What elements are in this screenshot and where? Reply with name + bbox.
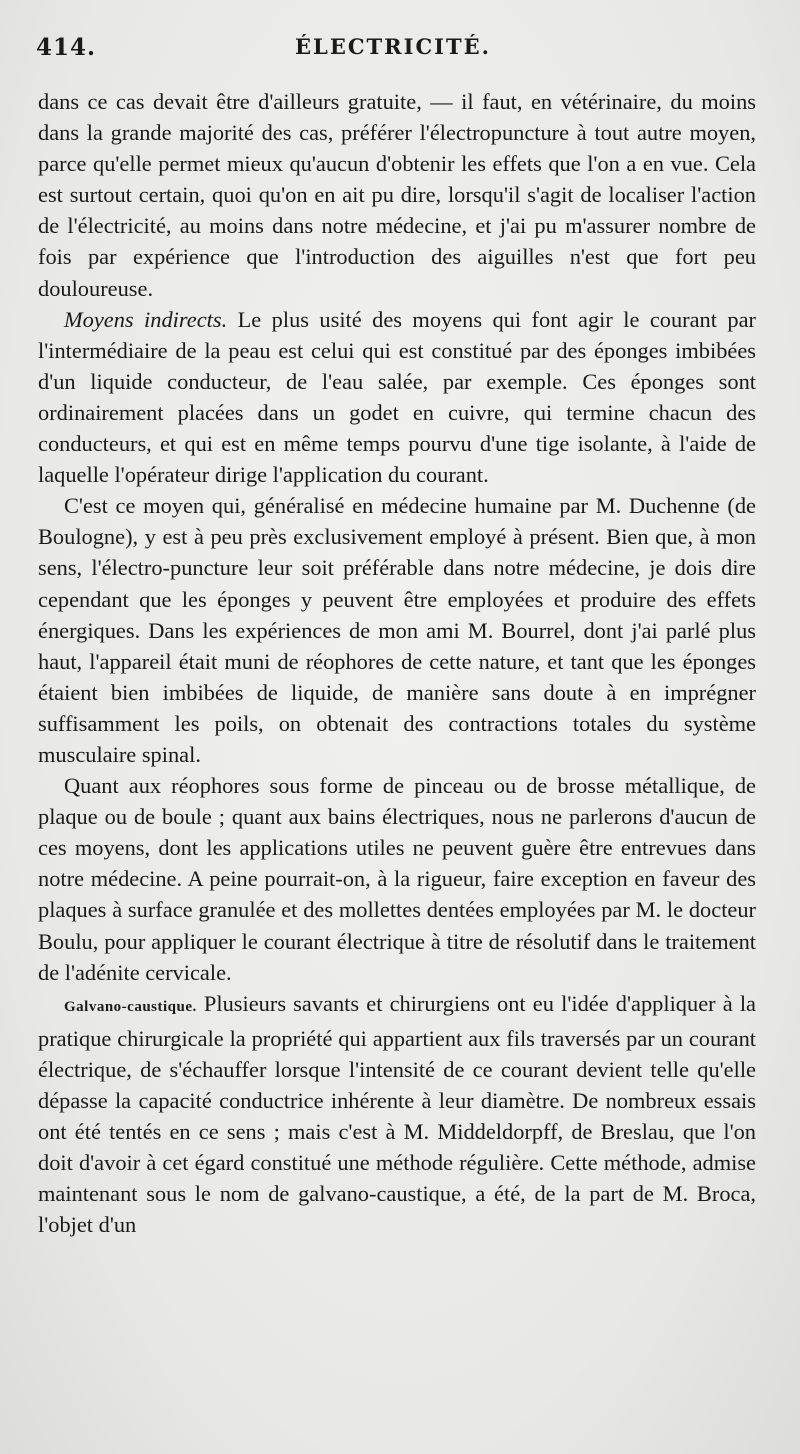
paragraph-2-text: Le plus usité des moyens qui font agir le courant par l'intermédiaire de la peau est celui qui est constitué par des éponges imbibées d'un liquide conducteur, de l'eau salée, par exemple. Ces éponges sont ordinairement placées dans un godet en cuivre, qui termine chacun des conducteurs, et qui est en même temps pourvu d'une tige isolante, à l'aide de laquelle l'opérateur dirige l'application du courant.	[38, 306, 756, 488]
paragraph-galvano-caustique	[38, 988, 756, 1241]
paragraph-1	[38, 86, 756, 304]
rubric-moyens-indirects: Moyens indirects.	[64, 306, 228, 332]
paragraph-4-text: Quant aux réophores sous forme de pinceau ou de brosse métallique, de plaque ou de boule ; quant aux bains électriques, nous ne parlerons d'aucun de ces moyens, dont les applications utiles ne peuvent guère être entrevues dans notre médecine. A peine pourrait-on, à la rigueur, faire exception en faveur des plaques à surface granulée et des mollettes dentées employées par M. le docteur Boulu, pour appliquer le courant électrique à titre de résolutif dans le traitement de l'adénite cervicale.	[38, 773, 756, 985]
paragraph-moyens-indirects	[38, 304, 756, 491]
paragraph-4	[38, 770, 756, 988]
paragraph-1-text: dans ce cas devait être d'ailleurs gratuite, — il faut, en vétérinaire, du moins dans la grande majorité des cas, préférer l'électropuncture à tout autre moyen, parce qu'elle permet mieux qu'aucun d'obtenir les effets que l'on a en vue. Cela est surtout certain, quoi qu'on en ait pu dire, lorsqu'il s'agit de localiser l'action de l'électricité, au moins dans notre médecine, et j'ai pu m'assurer nombre de fois par expérience que l'introduction des aiguilles n'est que fort peu douloureuse.	[38, 89, 756, 301]
page-number: 414.	[36, 34, 97, 61]
running-head	[36, 30, 750, 70]
paragraph-3-text: C'est ce moyen qui, généralisé en médecine humaine par M. Duchenne (de Boulogne), y est à peu près exclusivement employé à présent. Bien que, à mon sens, l'électro-puncture leur soit préférable dans notre médecine, je dois dire cependant que les éponges y peuvent être employées et produire des effets énergiques. Dans les expériences de mon ami M. Bourrel, dont j'ai parlé plus haut, l'appareil était muni de réophores de cette nature, et tant que les éponges étaient bien imbibées de liquide, de manière sans doute à en imprégner suffisamment les poils, on obtenait des contractions totales du système musculaire spinal.	[38, 493, 756, 767]
running-title: ÉLECTRICITÉ.	[295, 34, 491, 59]
rubric-galvano-caustique: Galvano-caustique.	[64, 998, 197, 1015]
body-text	[38, 86, 756, 1240]
paragraph-5-text: Plusieurs savants et chirurgiens ont eu l'idée d'appliquer à la pratique chirurgicale la propriété qui appartient aux fils traversés par un courant électrique, de s'échauffer lorsque l'intensité de ce courant devient telle qu'elle dépasse la capacité conductrice inhérente à leur diamètre. De nombreux essais ont été tentés en ce sens ; mais c'est à M. Middeldorpff, de Breslau, que l'on doit d'avoir à cet égard constitué une méthode régulière. Cette méthode, admise maintenant sous le nom de galvano-caustique, a été, de la part de M. Broca, l'objet d'un	[38, 990, 756, 1238]
paragraph-3	[38, 490, 756, 770]
